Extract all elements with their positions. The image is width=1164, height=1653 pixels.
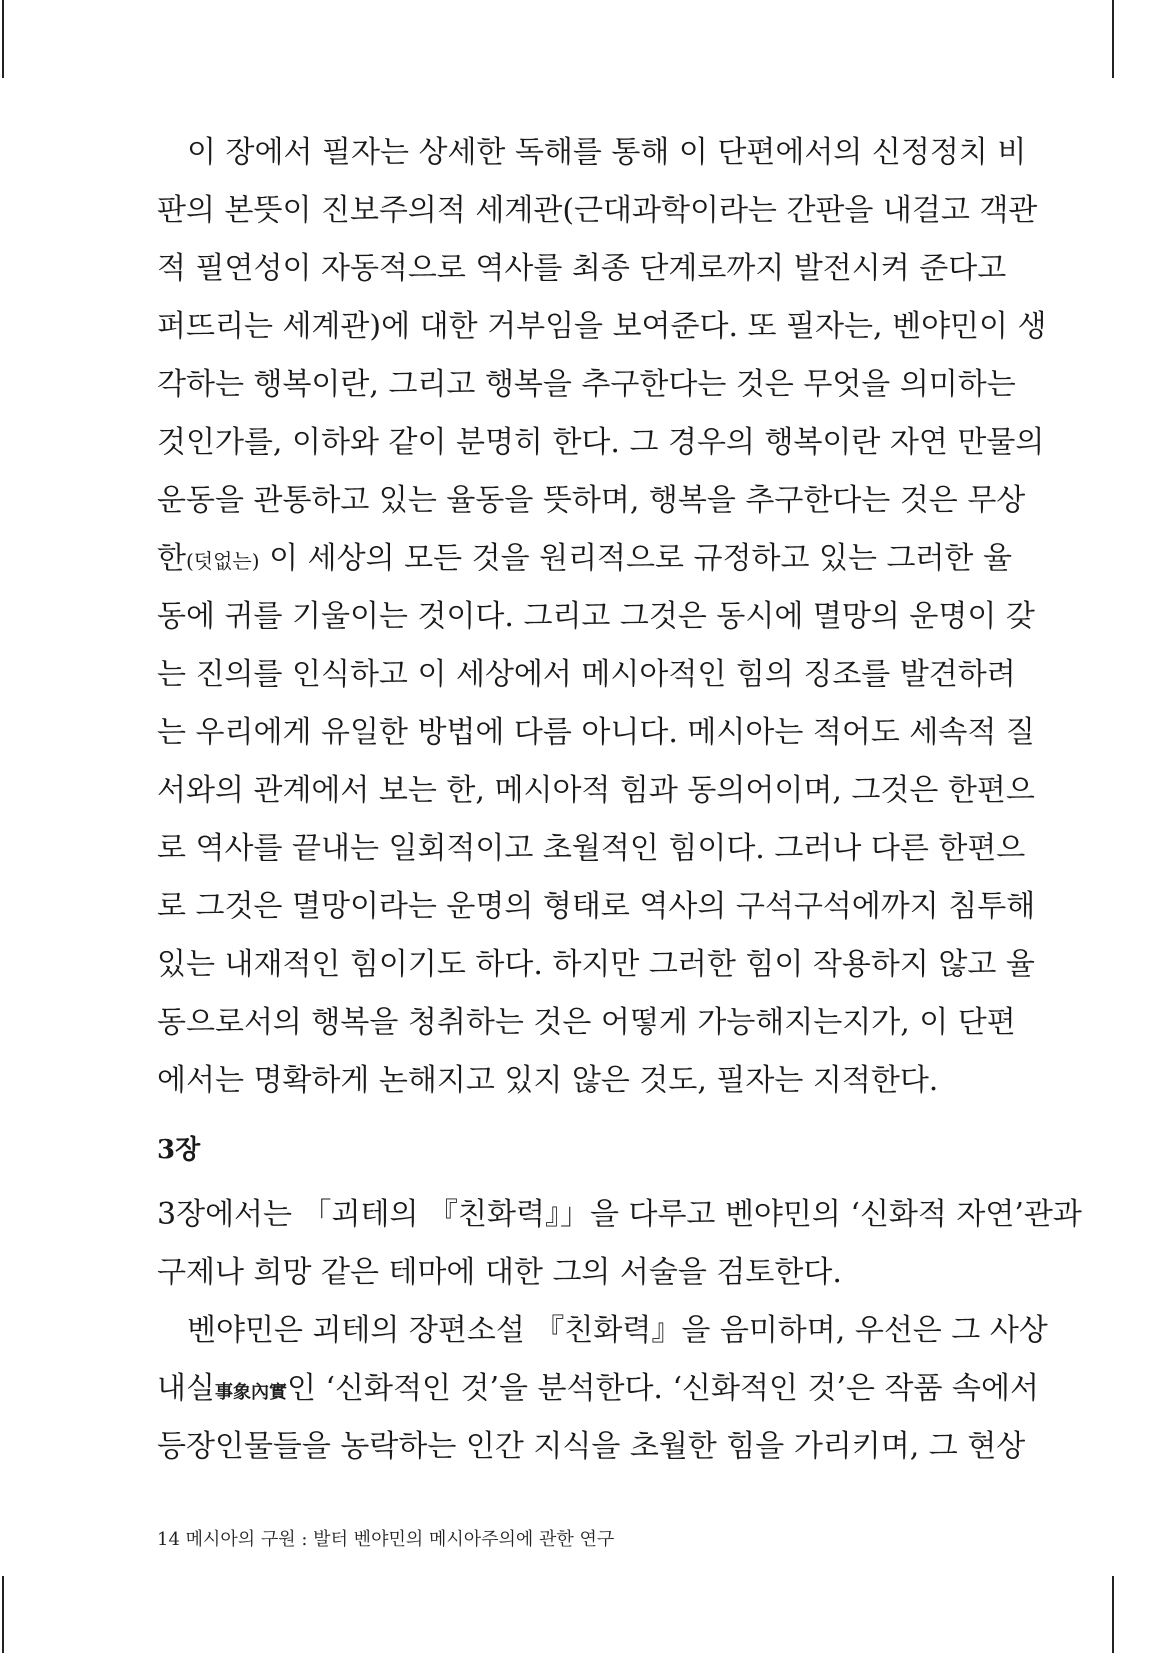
text-line: 는 우리에게 유일한 방법에 다름 아니다. 메시아는 적어도 세속적 질: [157, 715, 1035, 750]
text-line: 벤야민은 괴테의 장편소설 『친화력』을 음미하며, 우선은 그 사상: [187, 1313, 1048, 1348]
text-line: 동에 귀를 기울이는 것이다. 그리고 그것은 동시에 멸망의 운명이 갖: [157, 599, 1035, 634]
text-line: 각하는 행복이란, 그리고 행복을 추구한다는 것은 무엇을 의미하는: [157, 367, 1016, 402]
text-line: 것인가를, 이하와 같이 분명히 한다. 그 경우의 행복이란 자연 만물의: [157, 425, 1045, 460]
paragraph-chapter3-analysis: [157, 1302, 1048, 1476]
crop-mark-bottom-left: [2, 1576, 4, 1653]
crop-mark-bottom-right: [1112, 1576, 1114, 1653]
page-footer: 14 메시아의 구원 : 발터 벤야민의 메시아주의에 관한 연구: [157, 1529, 615, 1550]
text-fragment: 내실: [157, 1371, 215, 1406]
hanja-annotation: 事象內實: [214, 1382, 287, 1403]
text-line: 로 그것은 멸망이라는 운명의 형태로 역사의 구석구석에까지 침투해: [157, 889, 1036, 924]
text-line: 구제나 희망 같은 테마에 대한 그의 서술을 검토한다.: [157, 1255, 842, 1290]
text-line: 3장에서는 「괴테의 『친화력』」을 다루고 벤야민의 ‘신화적 자연’관과: [157, 1197, 1082, 1232]
text-line: 운동을 관통하고 있는 율동을 뜻하며, 행복을 추구한다는 것은 무상: [157, 483, 1026, 518]
text-line: 로 역사를 끝내는 일회적이고 초월적인 힘이다. 그러나 다른 한편으: [157, 831, 1026, 866]
text-fragment: 한: [157, 541, 186, 576]
crop-mark-top-left: [2, 0, 4, 78]
crop-mark-top-right: [1112, 0, 1114, 78]
text-line: 는 진의를 인식하고 이 세상에서 메시아적인 힘의 징조를 발견하려: [157, 657, 1016, 692]
text-fragment: 인 ‘신화적인 것’을 분석한다. ‘신화적인 것’은 작품 속에서: [286, 1371, 1039, 1406]
text-line: 서와의 관계에서 보는 한, 메시아적 힘과 동의어이며, 그것은 한편으: [157, 773, 1035, 808]
text-line: 있는 내재적인 힘이기도 하다. 하지만 그러한 힘이 작용하지 않고 율: [157, 947, 1035, 982]
text-line: 에서는 명확하게 논해지고 있지 않은 것도, 필자는 지적한다.: [157, 1063, 939, 1098]
text-line: [157, 530, 1012, 588]
text-fragment: 이 세상의 모든 것을 원리적으로 규정하고 있는 그러한 율: [259, 541, 1012, 576]
text-line: 판의 본뜻이 진보주의적 세계관(근대과학이라는 간판을 내걸고 객관: [157, 193, 1038, 228]
text-line: 동으로서의 행복을 청취하는 것은 어떻게 가능해지는지가, 이 단편: [157, 1005, 1016, 1040]
paragraph-chapter2-summary: [157, 124, 1047, 1110]
section-heading: 3장: [157, 1135, 201, 1165]
text-line: 적 필연성이 자동적으로 역사를 최종 단계로까지 발전시켜 준다고: [157, 251, 1007, 286]
gloss-annotation: (덧없는): [185, 549, 260, 573]
paragraph-chapter3-intro: [157, 1186, 1082, 1302]
text-line: 등장인물들을 농락하는 인간 지식을 초월한 힘을 가리키며, 그 현상: [157, 1429, 1026, 1464]
text-line: 퍼뜨리는 세계관)에 대한 거부임을 보여준다. 또 필자는, 벤야민이 생: [157, 309, 1047, 344]
text-line: [157, 1360, 1039, 1418]
text-line: 이 장에서 필자는 상세한 독해를 통해 이 단편에서의 신정정치 비: [187, 135, 1027, 170]
